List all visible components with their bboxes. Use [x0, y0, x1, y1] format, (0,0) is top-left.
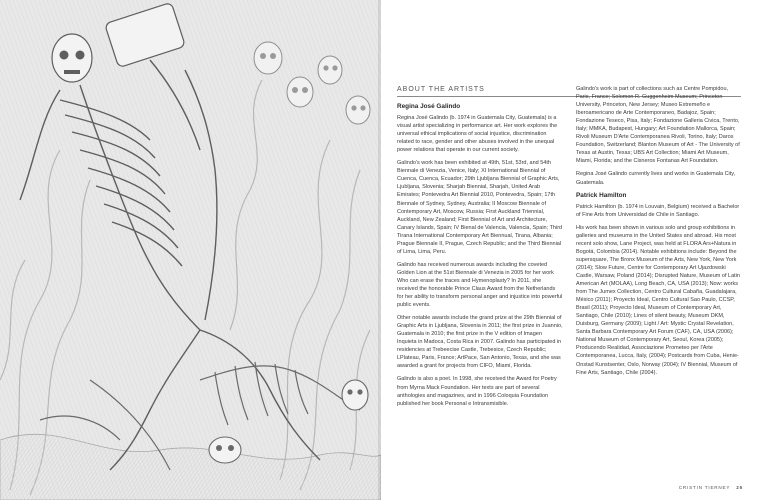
page-footer: [679, 485, 743, 490]
text-page: [381, 0, 759, 500]
bio-paragraph: Galindo has received numerous awards including the coveted Golden Lion at the 51st Biennale di Venezia in 2005 for her work Who can erase the traces and Hymenoplasty? In 2011, she received the honorable Prince Claus Award from the Netherlands for her ability to transform personal anger and injustice into powerful public events.: [397, 261, 563, 309]
bio-paragraph: Regina José Galindo (b. 1974 in Guatemala City, Guatemala) is a visual artist specializing in performance art. Her work explores the universal ethical implications of social injustice, discrimination related to race, gender and other abuses involved in the unequal power relations that operate in our current society.: [397, 115, 558, 154]
bio-paragraph: His work has been shown in various solo and group exhibitions in galleries and museums in the United States and abroad. His most recent solo show, Lane Project, was held at FLORA Ars+Natura in Bogotá, Colombia (2014). Notable exhibitions include: Beyond the supersquare, The Bronx Museum of the Arts, New York, New York (2014); Slow Future, Centre for Contemporary Art Ujazdowski Castle, Warsaw, Poland (2014); Disrupted Nature, Museum of Latin American Art (MOLAA), Long Beach, CA, USA (2013); Now: works from The Jumex Collection, Centro Cultural Cabaña, Guadalajara, México (2011); Proyecto Ideal, Centro Cultural Sao Paulo, CCSP, Brasil (2011); Proyecto Ideal, Museum of Contemporary Art, Santiago, Chile (2010); Lines of silent beauty, Museum DKM, Duisburg, Germany (2009); Light / Art: Mystic Crystal Revelation, Santa Barbara Contemporary Art Forum (CAF), CA, USA (2006); National Museum of Contemporary Art, Seoul, Korea (2005); Producendo Realidad, Associazione Prometeo per l'Arte Contemporanea, Lucca, Italy, (2004); Postcards from Cuba, Henie-Onstad Kunstsenter, Oslo, Norway (2004); IV Biennial, Museum of Fine Arts, Santiago, Chile (2004).: [576, 224, 740, 376]
bio-paragraph: Galindo's work is part of collections such as Centre Pompidou, Paris, France; Solomon R. Guggenheim Museum; Princeton University, Princeton, New Jersey; Museo Extremeño e Iberoamericano de Arte Contemporaneo, Badajoz, Spain; Fondazione Teseco, Pisa, Italy; Fondazione Galleria Civica, Trento, Italy; MMKA, Budapest, Hungary; Art Foundation Mallorca, Spain; Rivoli Museum D'Arte Contemporanea Rivoli, Torino, Italy; Daros Foundation, Switzerland; Blanton Museum of Art - The University of Texas at Austin, Texas; UBS Art Collection; Miami Art Museum, Miami, Florida; and the Cisneros Fontanas Art Foundation.: [576, 86, 740, 165]
bio-paragraph: Regina José Galindo currently lives and works in Guatemala City, Guatemala.: [576, 171, 736, 186]
bio-paragraph: Galindo's work has been exhibited at 49th, 51st, 53rd, and 54th Biennale di Venezia, Venice, Italy; XI International Biennial of Cuenca, Cuenca, Ecuador; 29th Ljubljana Biennial of Graphic Arts, Ljubljana, Slovenia; Sharjah Biennial, Sharjah, United Arab Emirates; Pontevedra Art Biennial 2010, Pontevedra, Spain; 17th Biennale of Sydney, Sydney, Australia; II Moscow Biennale of Contemporary Art, Moscow, Russia; First Auckland Triennial, Auckland, New Zealand; First Biennial of Art and Architecture, Canary Islands, Spain; IV Bienal de Valencia, Valencia, Spain; Third Tirana International Contemporary Art Biennual, Tirana, Albania; Prague Biennale II, Prague, Czech Republic; and the Third Biennial of Lima, Lima, Peru.: [397, 160, 563, 255]
bio-paragraph: Galindo is also a poet. In 1998, she received the Award for Poetry from Myrna Mack Foundation. Her texts are part of several anthologies and magazines, and in 1996 Coloquia Foundation published her book Personal e Intransmisible.: [397, 376, 557, 407]
footer-author: CRISTIN TIERNEY: [678, 485, 731, 490]
section-heading: ABOUT THE ARTISTS: [397, 86, 485, 93]
page-number: 25: [736, 485, 743, 490]
text-column-left: [397, 103, 563, 413]
bio-paragraph: Patrick Hamilton (b. 1974 in Louvain, Belgium) received a Bachelor of Fine Arts from Universidad de Chile in Santiago.: [576, 203, 740, 218]
bio-paragraph: Other notable awards include the grand prize at the 29th Biennial of Graphic Arts in Ljubljana, Slovenia in 2011; the first prize in Juannio, Guatemala in 2010; the first prize in the V edition of Imagen Inquieta in Madoca, Costa Rica in 2007. Galindo has participated in residencies at Trebeecise Castle, Trebesice, Czech Republic; LPlateau, Paris, France; ArtPace, San Antonio, Texas, and she was awarded a grant for projects from CIFO, Miami, Florida.: [397, 315, 563, 370]
artist-name: Regina José Galindo: [397, 103, 461, 110]
artist-name: Patrick Hamilton: [576, 191, 627, 199]
text-column-right: [576, 85, 742, 382]
